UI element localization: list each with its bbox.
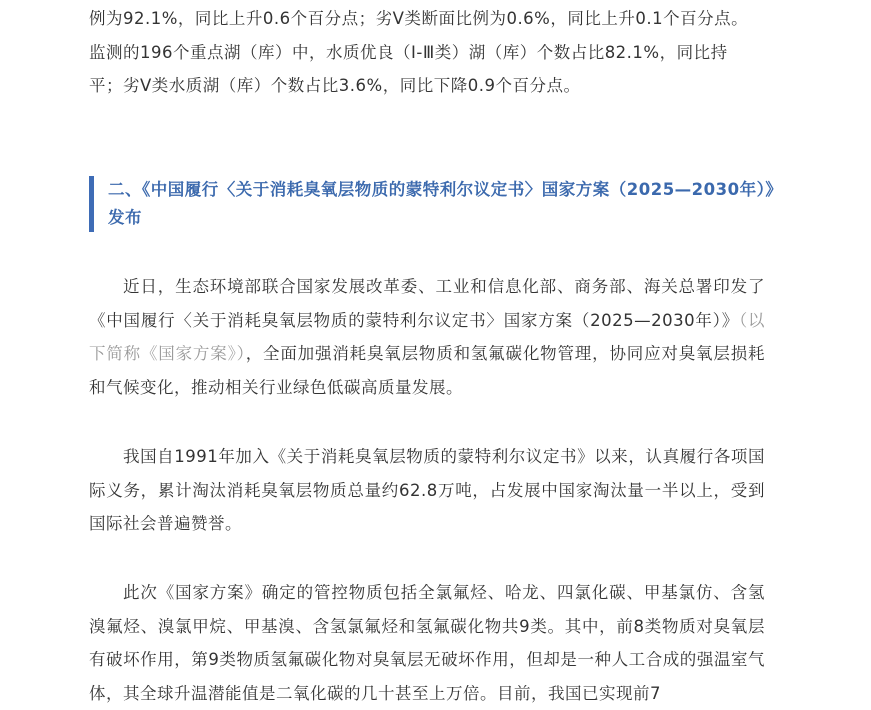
paragraph-announcement bbox=[89, 270, 765, 404]
paragraph-controlled-substances: 此次《国家方案》确定的管控物质包括全氯氟烃、哈龙、四氯化碳、甲基氯仿、含氢溴氟烃、溴氯甲烷、甲基溴、含氢氯氟烃和氢氟碳化物共9类。其中，前8类物质对臭氧层有破坏作用，第9类物质氢氟碳化物对臭氧层无破坏作用，但却是一种人工合成的强温室气体，其全球升温潜能值是二氧化碳的几十甚至上万倍。目前，我国已实现前7 bbox=[89, 583, 765, 703]
paragraph-history: 我国自1991年加入《关于消耗臭氧层物质的蒙特利尔议定书》以来，认真履行各项国际义务，累计淘汰消耗臭氧层物质总量约62.8万吨，占发展中国家淘汰量一半以上，受到国际社会普遍赞誉。 bbox=[89, 447, 765, 533]
intro-line: 监测的196个重点湖（库）中，水质优良（Ⅰ-Ⅲ类）湖（库）个数占比82.1%，同比持 bbox=[89, 42, 728, 62]
section-heading bbox=[89, 176, 779, 232]
intro-line: 平；劣Ⅴ类水质湖（库）个数占比3.6%，同比下降0.9个百分点。 bbox=[89, 76, 581, 95]
intro-paragraph bbox=[89, 2, 779, 103]
abbreviation-note: （以下简称《国家方案》） bbox=[89, 310, 765, 363]
section-heading-text: 二、《中国履行〈关于消耗臭氧层物质的蒙特利尔议定书〉国家方案（2025—2030年）》发布 bbox=[108, 180, 775, 227]
intro-line: 例为92.1%，同比上升0.6个百分点；劣Ⅴ类断面比例为0.6%，同比上升0.1个百分点。 bbox=[89, 9, 749, 28]
announcement-text: 近日，生态环境部联合国家发展改革委、工业和信息化部、商务部、海关总署印发了《中国履行〈关于消耗臭氧层物质的蒙特利尔议定书〉国家方案（2025—2030年）》 bbox=[89, 277, 765, 330]
announcement-text-cont: ，全面加强消耗臭氧层物质和氢氟碳化物管理，协同应对臭氧层损耗和气候变化，推动相关行业绿色低碳高质量发展。 bbox=[89, 344, 766, 397]
